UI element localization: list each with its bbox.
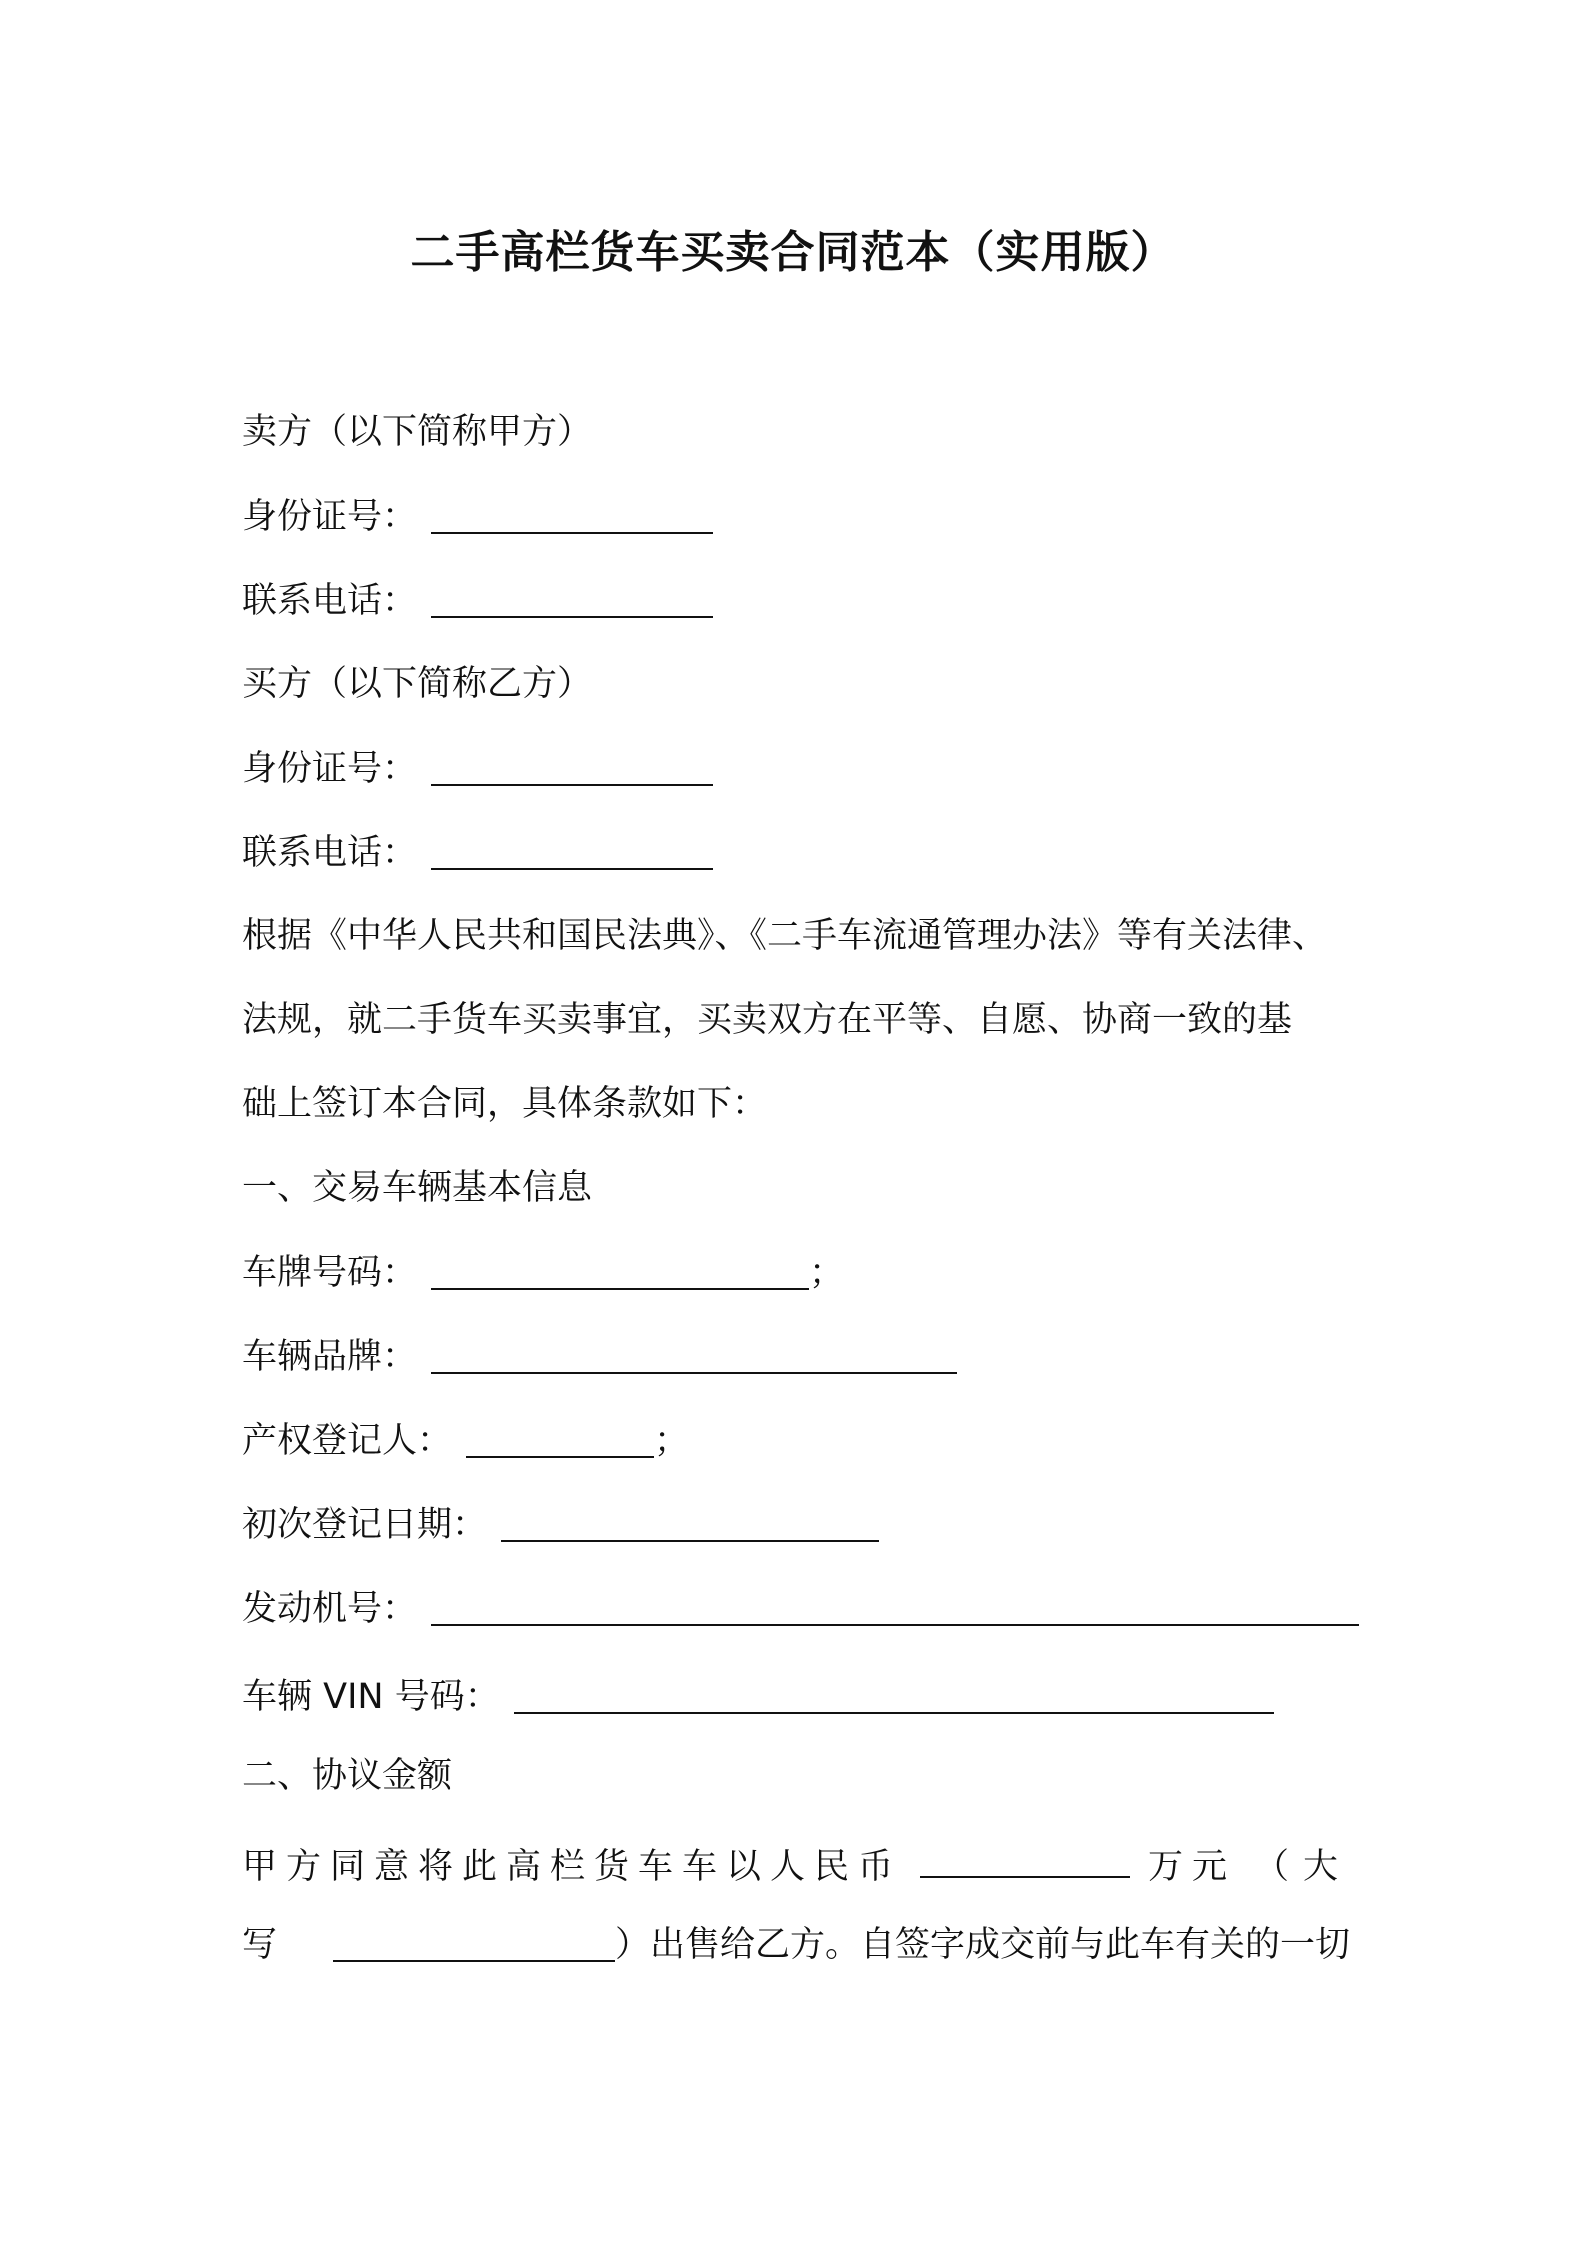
preamble-line-2: 法规，就二手货车买卖事宜，买卖双方在平等、自愿、协商一致的基 [242,1000,1293,1040]
seller-id-row [242,488,713,544]
first-registration-row [242,1496,879,1552]
seller-heading: 卖方（以下简称甲方） [242,412,593,452]
seller-id-label: 身份证号： [242,497,418,537]
vin-row [242,1668,1274,1724]
seller-phone-row [242,572,713,628]
price-uppercase-field[interactable] [333,1916,615,1962]
price-uppercase-label: 写 [242,1925,278,1965]
price-unit: 万元 [1147,1847,1236,1887]
buyer-phone-field[interactable] [431,824,713,870]
owner-end: ； [654,1421,690,1461]
brand-row [242,1328,957,1384]
owner-label: 产权登记人： [242,1421,453,1461]
price-line-2 [242,1916,1350,1972]
plate-end: ； [809,1253,845,1293]
preamble-line-3: 础上签订本合同，具体条款如下： [242,1084,768,1124]
section-1-heading: 一、交易车辆基本信息 [242,1168,593,1208]
brand-field[interactable] [431,1328,957,1374]
engine-label: 发动机号： [242,1589,418,1629]
section-2-heading: 二、协议金额 [242,1756,453,1796]
seller-phone-field[interactable] [431,572,713,618]
price-amount-field[interactable] [920,1832,1130,1878]
document-title: 二手高栏货车买卖合同范本（实用版） [410,227,1176,278]
vin-field[interactable] [514,1668,1274,1714]
price-line-2-text: ）出售给乙方。自签字成交前与此车有关的一切 [615,1925,1351,1965]
buyer-phone-label: 联系电话： [242,833,418,873]
plate-label: 车牌号码： [242,1253,418,1293]
first-registration-field[interactable] [501,1496,879,1542]
buyer-heading: 买方（以下简称乙方） [242,664,593,704]
buyer-id-label: 身份证号： [242,749,418,789]
vin-label: 车辆 VIN 号码： [242,1677,500,1717]
price-line-1 [242,1832,1352,1888]
plate-field[interactable] [431,1244,809,1290]
price-paren: （大 [1253,1847,1352,1887]
buyer-id-row [242,740,713,796]
engine-field[interactable] [431,1580,1359,1626]
seller-phone-label: 联系电话： [242,581,418,621]
buyer-phone-row [242,824,713,880]
seller-id-field[interactable] [431,488,713,534]
brand-label: 车辆品牌： [242,1337,418,1377]
buyer-id-field[interactable] [431,740,713,786]
price-text: 甲方同意将此高栏货车车以人民币 [242,1847,903,1887]
engine-row [242,1580,1359,1636]
preamble-line-1: 根据《中华人民共和国民法典》、《二手车流通管理办法》等有关法律、 [242,916,1328,956]
first-registration-label: 初次登记日期： [242,1505,488,1545]
owner-field[interactable] [466,1412,654,1458]
owner-row [242,1412,689,1468]
plate-row [242,1244,844,1300]
